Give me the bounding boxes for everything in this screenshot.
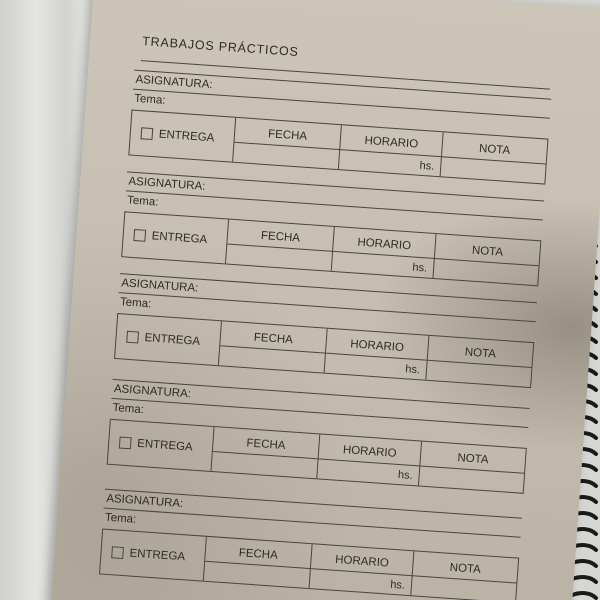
assignment-block-5: [99, 489, 522, 600]
tema-field[interactable]: Tema:: [125, 190, 543, 238]
page-title: TRABAJOS PRÁCTICOS: [141, 34, 300, 60]
tema-field[interactable]: Tema:: [102, 508, 520, 556]
entrega-label: ENTREGA: [129, 547, 186, 564]
hs-label: hs.: [397, 468, 414, 482]
horario-header: HORARIO: [326, 329, 429, 360]
entrega-checkbox[interactable]: [119, 436, 132, 449]
nota-header: NOTA: [449, 561, 482, 576]
entrega-label: ENTREGA: [151, 230, 208, 247]
entrega-cell: [100, 530, 207, 581]
asignatura-field[interactable]: ASIGNATURA:: [111, 379, 529, 427]
entrega-checkbox[interactable]: [126, 331, 139, 344]
hs-label: hs.: [404, 362, 421, 376]
fecha-header: FECHA: [205, 537, 312, 568]
assignment-block-4: [107, 379, 530, 494]
entrega-label: ENTREGA: [144, 332, 201, 348]
nota-header: NOTA: [457, 452, 489, 467]
assignment-block-2: [121, 171, 544, 286]
entrega-label: ENTREGA: [136, 437, 194, 454]
horario-header: HORARIO: [311, 544, 414, 575]
asignatura-field[interactable]: ASIGNATURA:: [126, 171, 544, 219]
fecha-header: FECHA: [234, 118, 341, 149]
entrega-checkbox[interactable]: [140, 127, 153, 140]
entrega-checkbox[interactable]: [111, 546, 124, 559]
hs-label: hs.: [412, 261, 428, 275]
entrega-cell: [115, 314, 222, 365]
fecha-header: FECHA: [227, 220, 334, 251]
hs-label: hs.: [389, 578, 406, 592]
fecha-header: FECHA: [213, 427, 320, 458]
nota-header: NOTA: [478, 142, 511, 158]
notebook-page: [50, 0, 600, 600]
asignatura-field[interactable]: ASIGNATURA:: [133, 70, 551, 118]
entrega-cell: [129, 111, 236, 162]
entrega-cell: [108, 420, 215, 471]
nota-header: NOTA: [464, 346, 497, 361]
horario-header: HORARIO: [340, 125, 443, 156]
tema-field[interactable]: Tema:: [110, 398, 528, 446]
horario-header: HORARIO: [333, 227, 436, 258]
assignment-block-1: [128, 70, 551, 185]
hs-label: hs.: [419, 159, 435, 173]
nota-header: NOTA: [471, 244, 504, 259]
entrega-label: ENTREGA: [158, 128, 215, 145]
entrega-cell: [122, 212, 229, 263]
tema-field[interactable]: Tema:: [132, 89, 550, 137]
asignatura-field[interactable]: ASIGNATURA:: [104, 489, 522, 537]
horario-header: HORARIO: [319, 434, 422, 465]
asignatura-field[interactable]: ASIGNATURA:: [119, 273, 537, 321]
fecha-header: FECHA: [220, 321, 327, 352]
entrega-checkbox[interactable]: [133, 229, 146, 242]
assignment-block-3: [114, 273, 537, 388]
tema-field[interactable]: Tema:: [117, 292, 535, 340]
